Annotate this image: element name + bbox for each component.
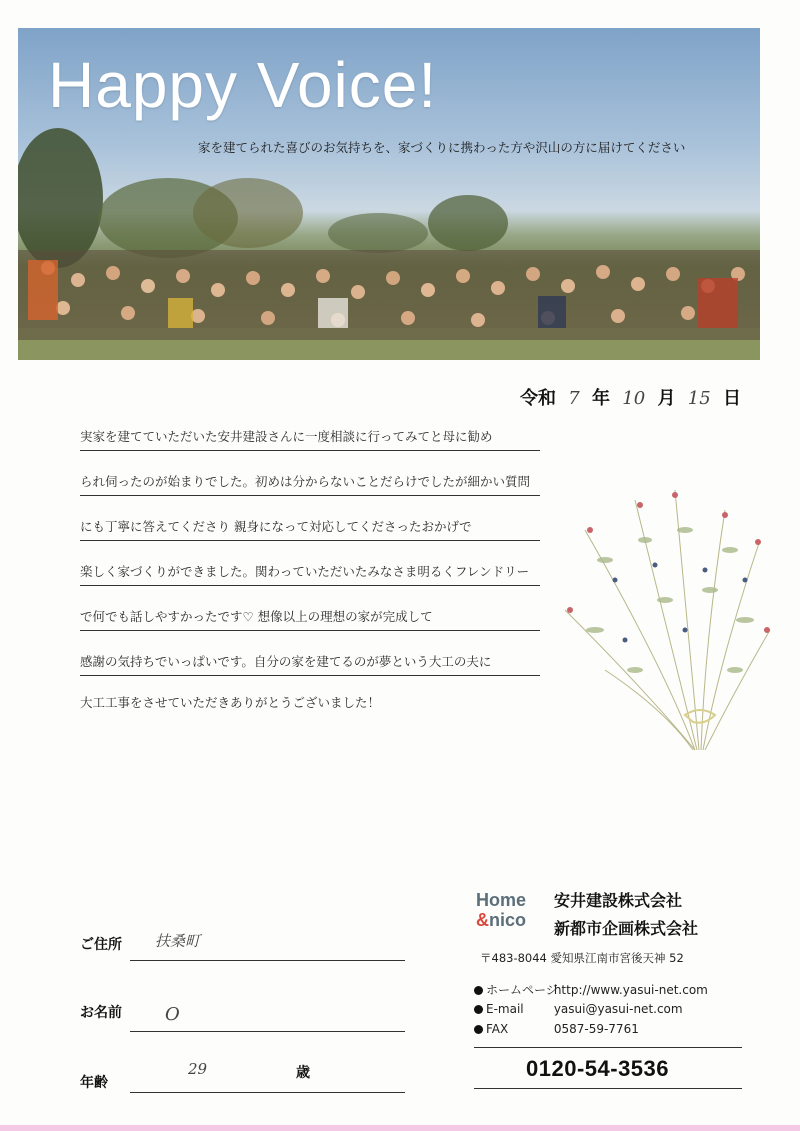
email-label: E-mail [486,1002,524,1016]
date [520,384,741,410]
message-line-4: 楽しく家づくりができました。関わっていただいたみなさま明るくフレンドリー [80,559,540,586]
email-row [474,1002,683,1016]
date-day-unit: 日 [722,388,741,409]
bullet-icon [474,1005,483,1014]
phone-bottom-rule [474,1088,742,1089]
address-underline [130,960,405,961]
banner-title: Happy Voice! [48,49,438,121]
name-label: お名前 [80,1005,122,1021]
date-year: 7 [568,388,580,409]
phone-top-rule [474,1047,742,1048]
date-year-unit: 年 [592,388,611,409]
homepage-label: ホームページ [486,983,558,997]
page-bottom-edge [0,1125,800,1131]
address-value: 扶桑町 [155,932,201,950]
age-unit: 歳 [296,1065,310,1081]
age-label: 年齢 [80,1075,108,1091]
banner-subtitle: 家を建てられた喜びのお気持ちを、家づくりに携わった方や沢山の方に届けてください [198,140,686,155]
fax-number: 0587-59-7761 [553,1022,639,1036]
date-era: 令和 [520,388,556,409]
bullet-icon [474,1025,483,1034]
fax-label: FAX [486,1022,509,1036]
phone-number[interactable]: 0120-54-3536 [526,1056,670,1081]
message-line-6: 感謝の気持ちでいっぱいです。自分の家を建てるのが夢という大工の夫に [80,649,540,676]
bouquet-illustration [545,470,775,770]
message-line-7: 大工工事をさせていただきありがとうございました！ [80,695,381,710]
logo-nico [476,910,526,931]
age-underline [130,1092,405,1093]
name-value: O [165,1004,180,1025]
homepage-row [474,981,708,998]
name-underline [130,1031,405,1032]
date-day: 15 [687,388,711,409]
address-label: ご住所 [80,937,122,953]
company-name-1: 安井建設株式会社 [554,891,683,910]
date-month: 10 [622,388,646,409]
logo-nico-text: nico [489,910,527,930]
bullet-icon [474,986,483,995]
logo-home: Home [476,890,527,910]
company-name-2: 新都市企画株式会社 [554,919,699,938]
message-line-3: にも丁寧に答えてくださり 親身になって対応してくださったおかげで [80,514,540,541]
message-line-1: 実家を建てていただいた安井建設さんに一度相談に行ってみてと母に勧め [80,424,540,451]
age-value: 29 [188,1060,208,1078]
message-line-5: で何でも話しやすかったです♡ 想像以上の理想の家が完成して [80,604,540,631]
homepage-link[interactable]: http://www.yasui-net.com [553,983,708,997]
fax-row [474,1022,639,1036]
date-month-unit: 月 [657,388,676,409]
logo-ampersand: & [476,910,489,930]
email-link[interactable]: yasui@yasui-net.com [553,1002,683,1016]
hero-banner [18,28,760,360]
company-address: 〒483-8044 愛知県江南市宮後天神 52 [480,951,684,965]
message-line-2: られ伺ったのが始まりでした。初めは分からないことだらけでしたが細かい質問 [80,469,540,496]
